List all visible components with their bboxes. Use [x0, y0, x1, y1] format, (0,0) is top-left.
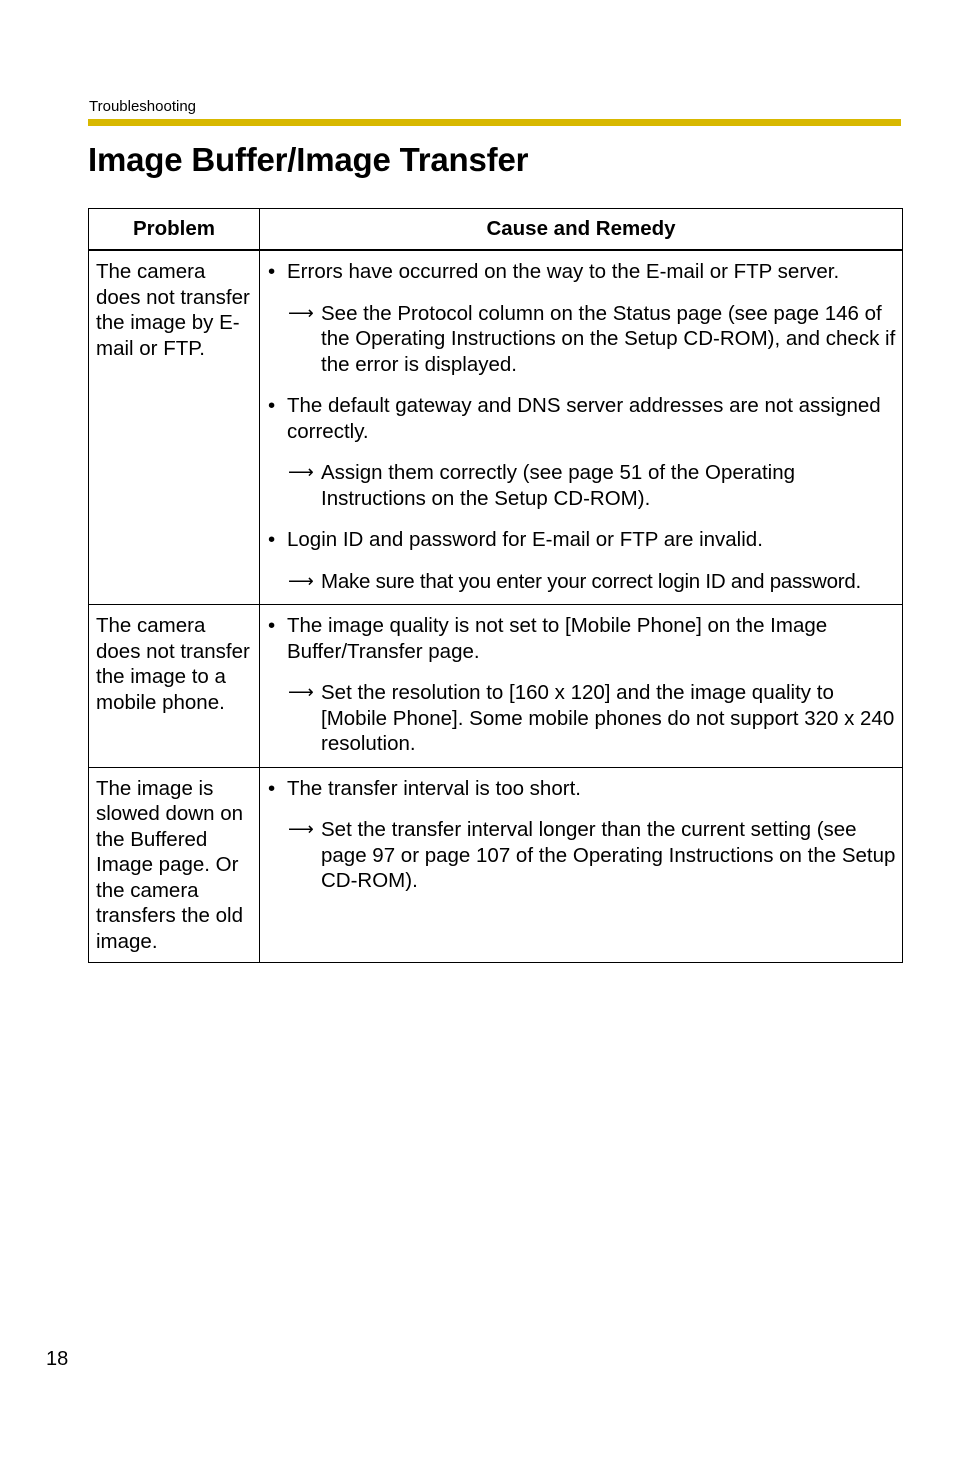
table-row	[89, 250, 903, 605]
page-number: 18	[46, 1348, 69, 1370]
cause-item	[267, 613, 896, 664]
problem-cell: The camera does not transfer the image by E-mail or FTP.	[89, 250, 260, 605]
arrow-right-icon: ⟶	[288, 819, 314, 839]
cause-item	[267, 393, 896, 444]
troubleshooting-table	[88, 208, 903, 963]
remedy-text: Assign them correctly (see page 51 of the Operating Instructions on the Setup CD-ROM).	[321, 461, 796, 510]
bullet-icon: •	[268, 260, 276, 283]
bullet-icon: •	[268, 528, 276, 551]
arrow-right-icon: ⟶	[288, 302, 314, 323]
remedy-text: Set the resolution to [160 x 120] and the image quality to [Mobile Phone]. Some mobile phones do not support 320 x 240 resolution.	[321, 681, 895, 755]
cause-text: The transfer interval is too short.	[287, 776, 581, 800]
page-title: Image Buffer/Image Transfer	[88, 141, 529, 178]
remedy-item	[267, 301, 896, 378]
table-row	[89, 767, 903, 963]
column-header-cause-remedy: Cause and Remedy	[260, 209, 903, 251]
remedy-cell	[260, 250, 903, 605]
bullet-icon: •	[268, 614, 276, 637]
arrow-right-icon: ⟶	[288, 462, 314, 482]
cause-item	[267, 776, 896, 802]
section-label: Troubleshooting	[89, 98, 197, 115]
arrow-right-icon: ⟶	[288, 570, 314, 591]
problem-cell: The image is slowed down on the Buffered Image page. Or the camera transfers the old image.	[89, 767, 260, 963]
remedy-text: See the Protocol column on the Status page (see page 146 of the Operating Instructions on the Setup CD-ROM), and check if the error is displayed.	[321, 301, 896, 376]
remedy-cell	[260, 605, 903, 768]
remedy-cell	[260, 767, 903, 963]
remedy-item	[267, 569, 896, 595]
header-rule	[88, 119, 901, 126]
cause-item	[267, 527, 896, 553]
remedy-item	[267, 460, 896, 511]
arrow-right-icon: ⟶	[288, 682, 314, 702]
column-header-problem: Problem	[89, 209, 260, 251]
table-header-row	[89, 209, 903, 251]
cause-text: Login ID and password for E-mail or FTP are invalid.	[287, 528, 763, 551]
remedy-item	[267, 680, 896, 757]
remedy-text: Set the transfer interval longer than the current setting (see page 97 or page 107 of the Operating Instructions on the Setup CD-ROM).	[321, 818, 896, 892]
cause-text: The image quality is not set to [Mobile Phone] on the Image Buffer/Transfer page.	[287, 614, 828, 663]
table-row	[89, 605, 903, 768]
remedy-text: Make sure that you enter your correct login ID and password.	[321, 569, 861, 593]
bullet-icon: •	[268, 394, 276, 417]
cause-text: The default gateway and DNS server addresses are not assigned correctly.	[287, 394, 881, 443]
cause-item	[267, 259, 896, 285]
remedy-item	[267, 817, 896, 894]
cause-text: Errors have occurred on the way to the E-mail or FTP server.	[287, 260, 840, 283]
problem-cell: The camera does not transfer the image to a mobile phone.	[89, 605, 260, 768]
bullet-icon: •	[268, 776, 276, 800]
